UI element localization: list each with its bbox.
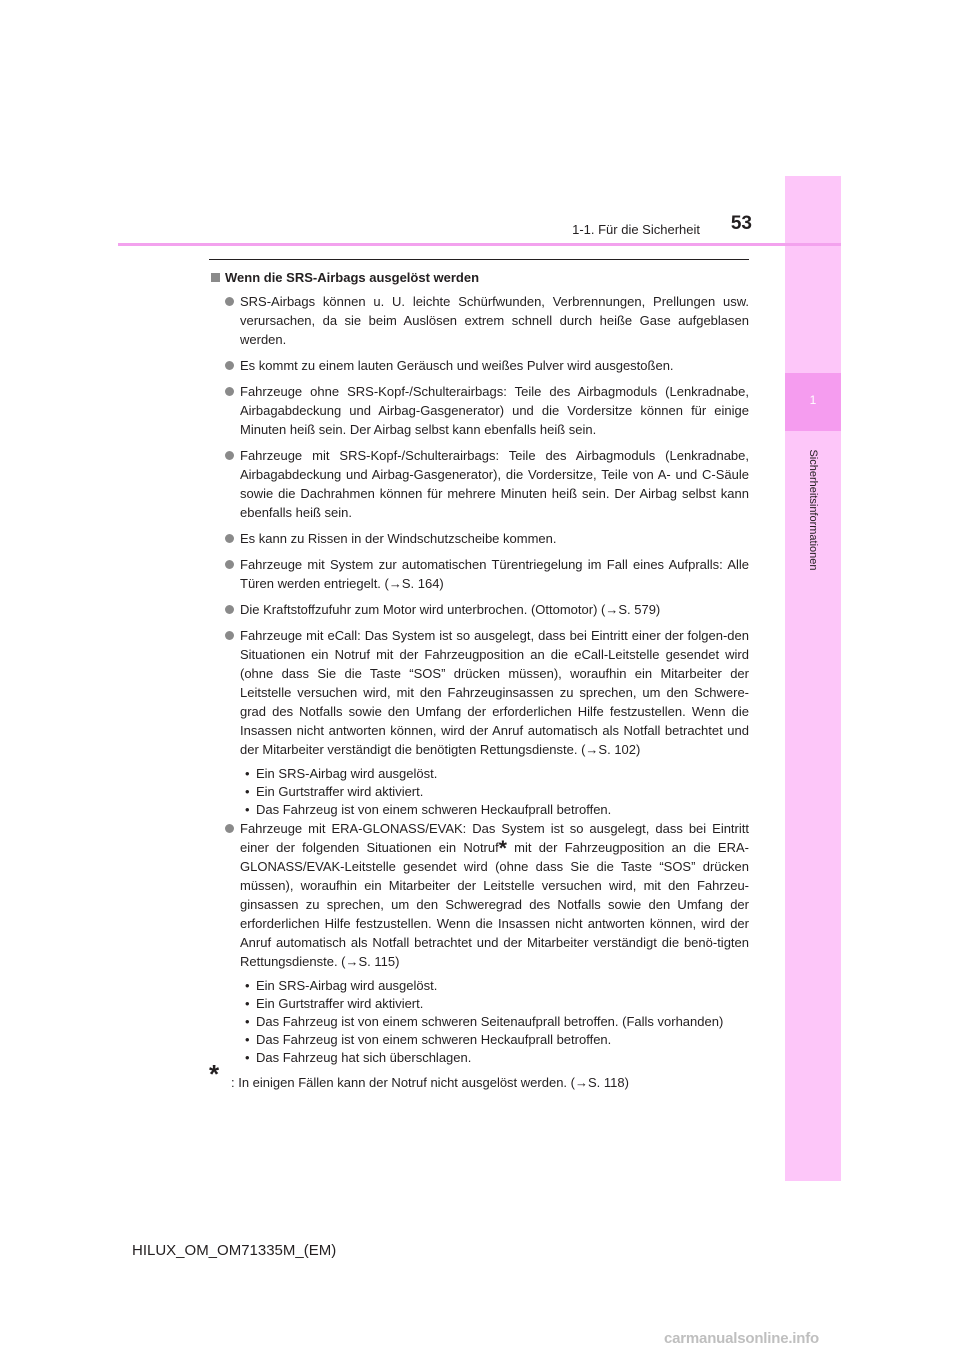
era-glonass-conditions-list xyxy=(240,977,749,1067)
list-item-text: Fahrzeuge ohne SRS-Kopf-/Schulterairbags: Teile des Airbagmoduls (Lenkradnabe, Airbagabdeckung und Airbag-Gasgenerator) und die Vordersitze können für einige Minuten heiß sein. Der Airbag selbst kann ebenfalls heiß sein. xyxy=(240,384,749,437)
chapter-number: 1 xyxy=(809,393,817,407)
list-item-text: Es kann zu Rissen in der Windschutzscheibe kommen. xyxy=(240,531,557,546)
list-item-text: Die Kraftstoffzufuhr zum Motor wird unterbrochen. (Ottomotor) (→S. 579) xyxy=(240,602,661,617)
circle-bullet-icon xyxy=(225,451,234,460)
circle-bullet-icon xyxy=(225,534,234,543)
document-code: HILUX_OM_OM71335M_(EM) xyxy=(132,1242,337,1259)
sub-list-item: • Das Fahrzeug ist von einem schweren Seitenaufprall betroffen. (Falls vorhanden) xyxy=(240,1013,749,1031)
circle-bullet-icon xyxy=(225,387,234,396)
square-bullet-icon xyxy=(211,273,220,282)
section-rule xyxy=(209,259,749,260)
list-item-text: Fahrzeuge mit eCall: Das System ist so ausgelegt, dass bei Eintritt einer der folgen-den Situationen ein Notruf mit der Fahrzeugposition an die eCall-Leitstelle gesendet wird (ohne dass Sie die Taste “SOS” drücken müssen), woraufhin ein Mitarbeiter der Leitstelle versuchen wird, mit den Fahrzeuginsassen zu sprechen, um den Schwere-grad des Notfalls sowie den Umfang der erforderlichen Hilfe festzustellen. Wenn die Insassen nicht antworten können, wird der Anruf automatisch als Notfall betrachtet und der Mitarbeiter verständigt die benötigten Rettungsdienste. (→S. 102) xyxy=(240,628,749,757)
list-item xyxy=(209,600,749,619)
circle-bullet-icon xyxy=(225,560,234,569)
section-heading xyxy=(209,269,749,287)
list-item-text: Fahrzeuge mit System zur automatischen Türentriegelung im Fall eines Aufpralls: Alle Türen werden entriegelt. (→S. 164) xyxy=(240,557,749,591)
footnote-text: : In einigen Fällen kann der Notruf nicht ausgelöst werden. (→S. 118) xyxy=(231,1075,629,1090)
sub-list-item: • Ein Gurtstraffer wird aktiviert. xyxy=(240,783,749,801)
list-item xyxy=(209,555,749,593)
sub-list-item: • Ein SRS-Airbag wird ausgelöst. xyxy=(240,765,749,783)
sub-list-item: • Das Fahrzeug ist von einem schweren Heckaufprall betroffen. xyxy=(240,1031,749,1049)
circle-bullet-icon xyxy=(225,297,234,306)
list-item-era-glonass xyxy=(209,819,749,971)
ecall-conditions-list xyxy=(240,765,749,819)
sub-list-item: • Ein Gurtstraffer wird aktiviert. xyxy=(240,995,749,1013)
list-item-text: SRS-Airbags können u. U. leichte Schürfwunden, Verbrennungen, Prellungen usw. verursachen, da sie beim Auslösen extrem schnell durch heiße Gase aufgeblasen werden. xyxy=(240,294,749,347)
page-content xyxy=(209,259,749,1092)
sub-list-item: • Das Fahrzeug hat sich überschlagen. xyxy=(240,1049,749,1067)
circle-bullet-icon xyxy=(225,361,234,370)
list-item-ecall xyxy=(209,626,749,759)
watermark: carmanualsonline.info xyxy=(664,1330,819,1347)
list-item xyxy=(209,382,749,439)
circle-bullet-icon xyxy=(225,605,234,614)
list-item xyxy=(209,356,749,375)
circle-bullet-icon xyxy=(225,631,234,640)
list-item-text: Es kommt zu einem lauten Geräusch und weißes Pulver wird ausgestoßen. xyxy=(240,358,674,373)
list-item xyxy=(209,446,749,522)
footnote-reference: * xyxy=(498,837,507,860)
list-item-text: Fahrzeuge mit ERA-GLONASS/EVAK: Das System ist so ausgelegt, dass bei Eintritt einer der folgenden Situationen ein Notruf xyxy=(240,821,749,855)
footnote xyxy=(209,1059,749,1092)
running-head: 1-1. Für die Sicherheit xyxy=(572,222,700,237)
list-item-text-continued: mit der Fahrzeugposition an die ERA-GLONASS/EVAK-Leitstelle gesendet wird (ohne dass Sie die Taste “SOS” drücken müssen), woraufhin ein Mitarbeiter der Leitstelle versuchen wird, mit den Fahrzeu-ginsassen zu sprechen, um den Schweregrad des Notfalls sowie den Umfang der erforderlichen Hilfe festzustellen. Wenn die Insassen nicht antworten können, wird der Anruf automatisch als Notfall betrachtet und der Mitarbeiter verständigt die benö-tigten Rettungsdienste. (→S. 115) xyxy=(240,840,749,969)
page-number: 53 xyxy=(730,213,752,234)
footnote-marker: * xyxy=(209,1059,220,1089)
section-heading-text: Wenn die SRS-Airbags ausgelöst werden xyxy=(225,270,480,285)
circle-bullet-icon xyxy=(225,824,234,833)
chapter-side-band xyxy=(785,176,841,1181)
sub-list-item: • Das Fahrzeug ist von einem schweren Heckaufprall betroffen. xyxy=(240,801,749,819)
header-rule xyxy=(118,243,841,246)
list-item xyxy=(209,292,749,349)
list-item-text: Fahrzeuge mit SRS-Kopf-/Schulterairbags: Teile des Airbagmoduls (Lenkradnabe, Airbagabdeckung und Airbag-Gasgenerator), die Vordersitze, Teile von A- und C-Säule sowie die Dachrahmen können für mehrere Minuten heiß sein. Der Airbag selbst kann ebenfalls heiß sein. xyxy=(240,448,749,520)
chapter-label: Sicherheitsinformationen xyxy=(807,449,819,571)
sub-list-item: • Ein SRS-Airbag wird ausgelöst. xyxy=(240,977,749,995)
list-item xyxy=(209,529,749,548)
